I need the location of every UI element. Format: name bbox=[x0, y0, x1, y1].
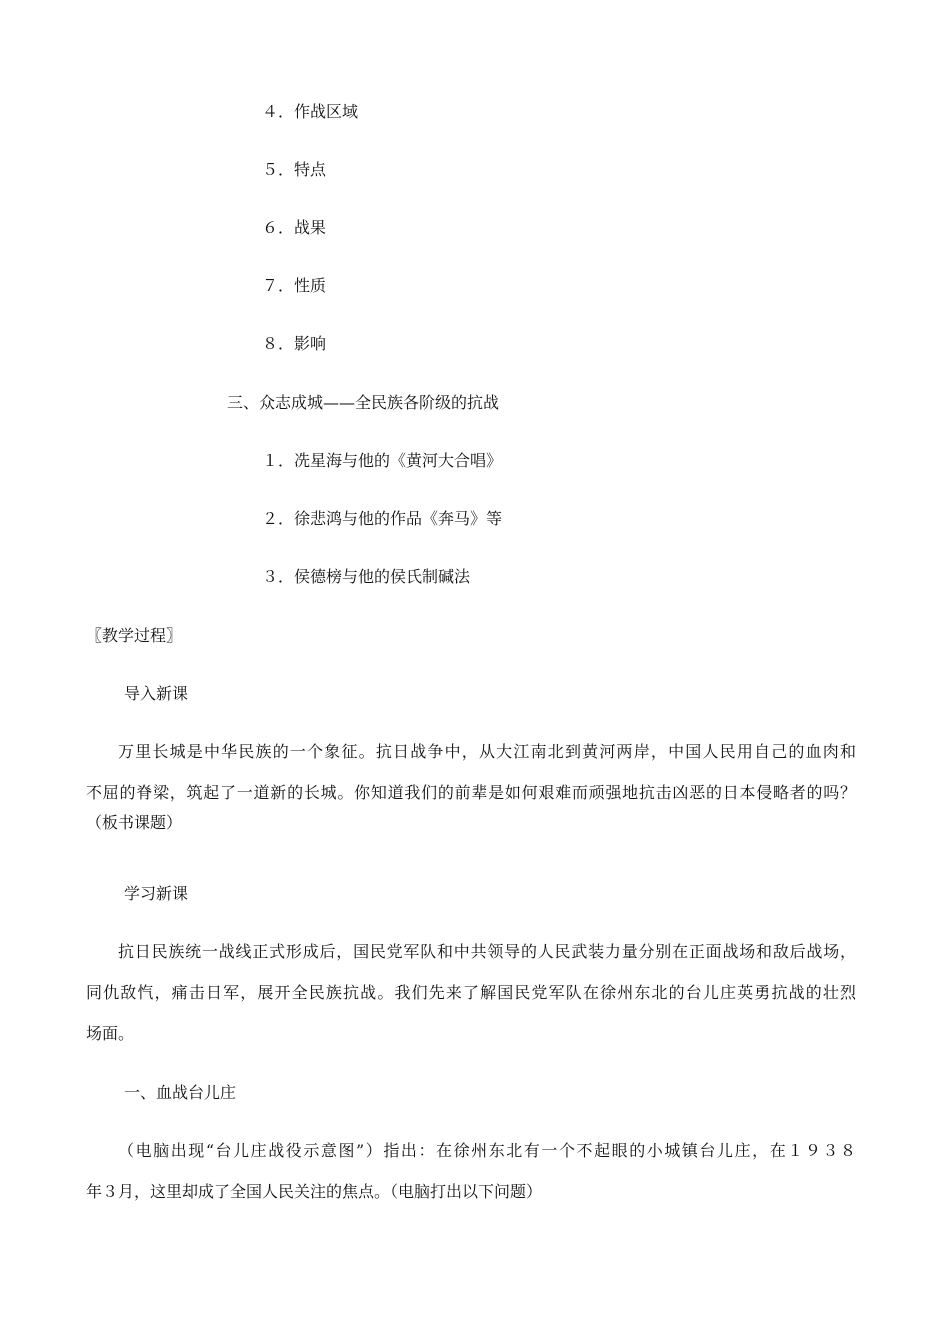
paragraph-line: 抗日民族统一战线正式形成后，国民党军队和中共领导的人民武装力量分别在正面战场和敌后战场， bbox=[118, 942, 856, 961]
process-heading: 〖教学过程〗 bbox=[86, 626, 183, 645]
outline-item: ４．作战区域 bbox=[262, 102, 359, 121]
outline-item: ６．战果 bbox=[262, 218, 327, 237]
paragraph-line: 同仇敌忾，痛击日军，展开全民族抗战。我们先来了解国民党军队在徐州东北的台儿庄英勇抗战的壮烈 bbox=[86, 983, 856, 1002]
intro-paragraph bbox=[86, 731, 856, 836]
paragraph-line: 年３月，这里却成了全国人民关注的焦点。（电脑打出以下问题） bbox=[86, 1182, 543, 1201]
part1-paragraph bbox=[86, 1130, 856, 1212]
part1-heading: 一、血战台儿庄 bbox=[124, 1083, 237, 1102]
new-lesson-paragraph bbox=[86, 931, 856, 1054]
new-lesson-label: 学习新课 bbox=[124, 884, 189, 903]
paragraph-line: 万里长城是中华民族的一个象征。抗日战争中，从大江南北到黄河两岸，中国人民用自己的血肉和 bbox=[118, 742, 856, 761]
intro-label: 导入新课 bbox=[124, 684, 189, 703]
paragraph-line: 场面。 bbox=[86, 1024, 135, 1043]
outline-item: ８．影响 bbox=[262, 334, 327, 353]
outline-item: ３．侯德榜与他的侯氏制碱法 bbox=[262, 567, 471, 586]
section-heading: 三、众志成城——全民族各阶级的抗战 bbox=[227, 393, 500, 412]
paragraph-line: （电脑出现“台儿庄战役示意图”）指出：在徐州东北有一个不起眼的小城镇台儿庄，在１９３８ bbox=[118, 1141, 856, 1160]
outline-item: ５．特点 bbox=[262, 160, 327, 179]
outline-item: ７．性质 bbox=[262, 276, 327, 295]
outline-item: １．冼星海与他的《黄河大合唱》 bbox=[262, 451, 503, 470]
paragraph-line: 不屈的脊梁，筑起了一道新的长城。你知道我们的前辈是如何艰难而顽强地抗击凶恶的日本侵略者的吗？ bbox=[86, 783, 856, 802]
outline-item: ２．徐悲鸿与他的作品《奔马》等 bbox=[262, 509, 503, 528]
paragraph-line: （板书课题） bbox=[86, 813, 183, 832]
